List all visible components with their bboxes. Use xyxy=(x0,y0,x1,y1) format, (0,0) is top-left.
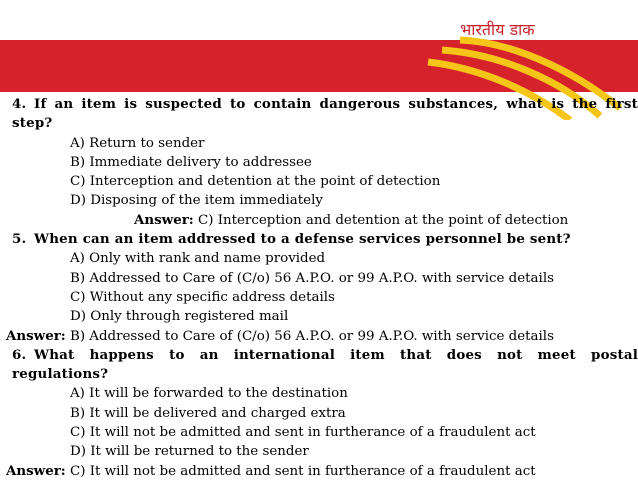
question-number: 4. xyxy=(12,96,27,112)
option-6d: D) It will be returned to the sender xyxy=(70,444,309,460)
india-post-logo-text: भारतीय डाक xyxy=(460,20,535,39)
question-line: regulations? xyxy=(12,366,109,383)
option-4b: B) Immediate delivery to addressee xyxy=(70,154,312,170)
option-5b: B) Addressed to Care of (C/o) 56 A.P.O. or 99 A.P.O. with service details xyxy=(70,270,554,286)
answer-text: C) It will not be admitted and sent in furtherance of a fraudulent act xyxy=(65,463,536,479)
question-line: What happens to an international item that does not meet postal xyxy=(34,346,638,363)
answer-label: Answer: xyxy=(134,211,194,228)
option-6a: A) It will be forwarded to the destination xyxy=(70,386,348,402)
question-number: 5. xyxy=(12,231,27,248)
option-6b: B) It will be delivered and charged extra xyxy=(70,405,346,421)
answer-text: B) Addressed to Care of (C/o) 56 A.P.O. or 99 A.P.O. with service details xyxy=(65,328,554,344)
option-6c: C) It will not be admitted and sent in furtherance of a fraudulent act xyxy=(70,425,536,441)
answer-text: C) Interception and detention at the point of detection xyxy=(193,212,569,228)
question-line: When can an item addressed to a defense services personnel be sent? xyxy=(34,231,571,248)
question-line: If an item is suspected to contain dangerous substances, what is the first xyxy=(34,96,638,112)
question-number: 6. xyxy=(12,346,27,363)
option-4d: D) Disposing of the item immediately xyxy=(70,193,323,209)
question-line: step? xyxy=(12,115,53,132)
option-5d: D) Only through registered mail xyxy=(70,309,289,325)
question-list xyxy=(0,95,638,481)
question-6-text-cont xyxy=(6,365,638,384)
question-4-text-cont xyxy=(6,114,638,133)
option-5c: C) Without any specific address details xyxy=(70,289,335,305)
question-4-text xyxy=(6,95,638,114)
answer-6 xyxy=(0,462,638,481)
answer-label: Answer: xyxy=(6,462,66,479)
option-4c: C) Interception and detention at the point of detection xyxy=(70,174,441,190)
answer-label: Answer: xyxy=(6,327,66,344)
answer-5 xyxy=(0,327,638,346)
option-5a: A) Only with rank and name provided xyxy=(70,251,326,267)
option-4a: A) Return to sender xyxy=(70,135,205,151)
question-6-text xyxy=(6,346,638,365)
answer-4 xyxy=(0,211,638,230)
question-5-text xyxy=(6,230,638,249)
